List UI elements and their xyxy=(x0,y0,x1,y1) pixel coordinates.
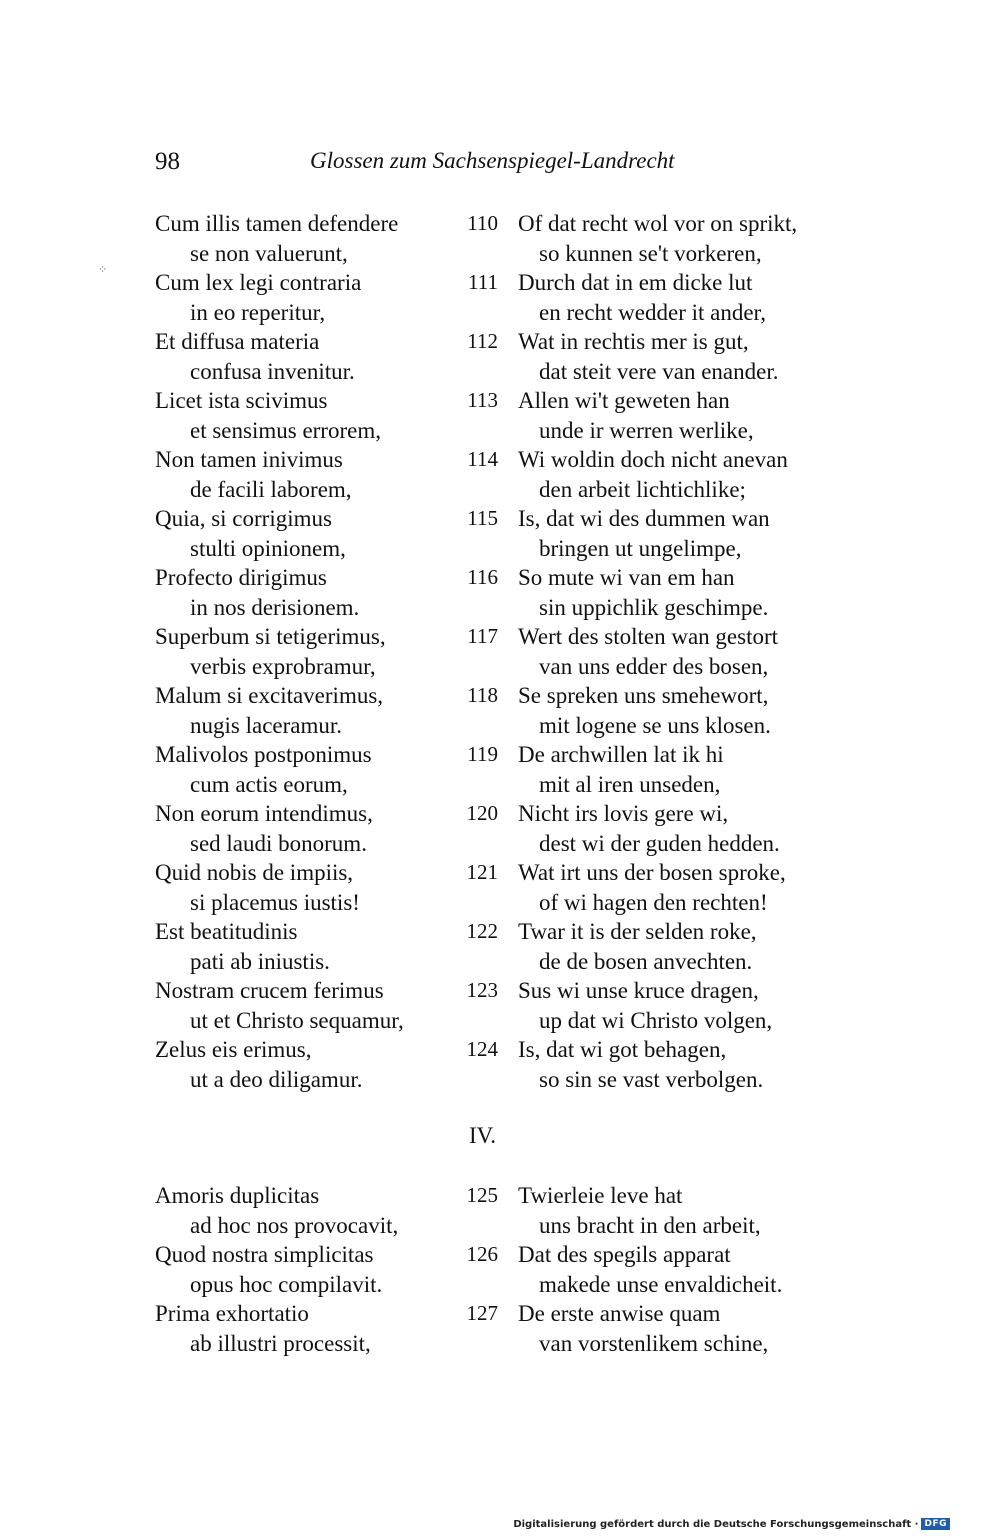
verse-pair xyxy=(0,386,1000,445)
latin-line-1: Amoris duplicitas xyxy=(155,1183,320,1208)
verse-pair xyxy=(0,799,1000,858)
verse-block-part1 xyxy=(0,209,1000,1094)
verse-number: 112 xyxy=(467,329,498,353)
german-line-2: dest wi der guden hedden. xyxy=(539,830,780,856)
german-line-1: Is, dat wi des dummen wan xyxy=(518,506,770,531)
german-line-1: Se spreken uns smehewort, xyxy=(518,683,769,708)
latin-line-1: Cum lex legi contraria xyxy=(155,270,362,295)
verse-number: 122 xyxy=(466,919,498,943)
verse-pair xyxy=(0,622,1000,681)
german-line-2: so sin se vast verbolgen. xyxy=(539,1066,764,1092)
verse-pair xyxy=(0,1299,1000,1358)
latin-line-1: Est beatitudinis xyxy=(155,919,298,944)
german-line-1: Wert des stolten wan gestort xyxy=(518,624,779,649)
german-line-2: bringen ut ungelimpe, xyxy=(539,535,742,561)
verse-pair xyxy=(0,504,1000,563)
latin-line-1: Malivolos postponimus xyxy=(155,742,372,767)
german-line-2: sin uppichlik geschimpe. xyxy=(539,594,769,620)
latin-line-1: Quid nobis de impiis, xyxy=(155,860,354,885)
latin-line-1: Non eorum intendimus, xyxy=(155,801,373,826)
verse-pair xyxy=(0,327,1000,386)
latin-line-1: Quia, si corrigimus xyxy=(155,506,332,531)
verse-pair xyxy=(0,209,1000,268)
latin-line-1: Licet ista scivimus xyxy=(155,388,328,413)
latin-line-2: cum actis eorum, xyxy=(190,771,348,797)
latin-line-1: Cum illis tamen defendere xyxy=(155,211,399,236)
verse-number: 110 xyxy=(467,211,498,235)
german-line-2: up dat wi Christo volgen, xyxy=(539,1007,773,1033)
latin-line-1: Non tamen inivimus xyxy=(155,447,343,472)
german-line-2: mit logene se uns klosen. xyxy=(539,712,771,738)
latin-line-2: ut a deo diligamur. xyxy=(190,1066,363,1092)
latin-line-2: si placemus iustis! xyxy=(190,889,360,915)
german-line-2: de de bosen anvechten. xyxy=(539,948,753,974)
verse-number: 127 xyxy=(466,1301,498,1325)
verse-pair xyxy=(0,563,1000,622)
latin-line-2: ab illustri processit, xyxy=(190,1330,371,1356)
latin-line-2: stulti opinionem, xyxy=(190,535,346,561)
footer-text: Digitalisierung gefördert durch die Deutsche Forschungsgemeinschaft · xyxy=(513,1518,919,1530)
german-line-2: of wi hagen den rechten! xyxy=(539,889,768,915)
margin-mark: ⁘ xyxy=(98,264,108,276)
latin-line-1: Superbum si tetigerimus, xyxy=(155,624,386,649)
german-line-2: so kunnen se't vorkeren, xyxy=(539,240,762,266)
german-line-1: Is, dat wi got behagen, xyxy=(518,1037,727,1062)
latin-line-2: ut et Christo sequamur, xyxy=(190,1007,404,1033)
german-line-1: De archwillen lat ik hi xyxy=(518,742,724,767)
verse-pair xyxy=(0,445,1000,504)
verse-pair xyxy=(0,1035,1000,1094)
verse-pair xyxy=(0,268,1000,327)
verse-block-part2 xyxy=(0,1181,1000,1358)
latin-line-1: Et diffusa materia xyxy=(155,329,320,354)
latin-line-2: pati ab iniustis. xyxy=(190,948,330,974)
verse-pair xyxy=(0,976,1000,1035)
latin-line-2: de facili laborem, xyxy=(190,476,352,502)
latin-line-1: Malum si excitaverimus, xyxy=(155,683,384,708)
verse-number: 123 xyxy=(466,978,498,1002)
latin-line-2: ad hoc nos provocavit, xyxy=(190,1212,399,1238)
verse-number: 111 xyxy=(468,270,498,294)
german-line-1: Twar it is der selden roke, xyxy=(518,919,757,944)
latin-line-1: Nostram crucem ferimus xyxy=(155,978,384,1003)
verse-number: 115 xyxy=(467,506,498,530)
latin-line-2: opus hoc compilavit. xyxy=(190,1271,383,1297)
latin-line-1: Quod nostra simplicitas xyxy=(155,1242,374,1267)
german-line-1: De erste anwise quam xyxy=(518,1301,721,1326)
latin-line-1: Zelus eis erimus, xyxy=(155,1037,312,1062)
latin-line-2: se non valuerunt, xyxy=(190,240,348,266)
footer-attribution xyxy=(513,1518,950,1530)
verse-number: 118 xyxy=(467,683,498,707)
german-line-1: Nicht irs lovis gere wi, xyxy=(518,801,729,826)
german-line-2: uns bracht in den arbeit, xyxy=(539,1212,761,1238)
latin-line-1: Prima exhortatio xyxy=(155,1301,309,1326)
latin-line-2: verbis exprobramur, xyxy=(190,653,376,679)
verse-pair xyxy=(0,917,1000,976)
latin-line-2: in nos derisionem. xyxy=(190,594,360,620)
verse-pair xyxy=(0,858,1000,917)
german-line-2: den arbeit lichtichlike; xyxy=(539,476,746,502)
latin-line-1: Profecto dirigimus xyxy=(155,565,327,590)
verse-number: 114 xyxy=(467,447,498,471)
latin-line-2: nugis laceramur. xyxy=(190,712,343,738)
verse-pair xyxy=(0,681,1000,740)
verse-number: 119 xyxy=(467,742,498,766)
german-line-2: unde ir werren werlike, xyxy=(539,417,754,443)
verse-number: 120 xyxy=(466,801,498,825)
latin-line-2: et sensimus errorem, xyxy=(190,417,381,443)
german-line-1: Allen wi't geweten han xyxy=(518,388,730,413)
german-line-2: en recht wedder it ander, xyxy=(539,299,767,325)
german-line-1: Twierleie leve hat xyxy=(518,1183,683,1208)
verse-pair xyxy=(0,740,1000,799)
german-line-1: Wi woldin doch nicht anevan xyxy=(518,447,788,472)
german-line-1: Durch dat in em dicke lut xyxy=(518,270,753,295)
section-heading: IV. xyxy=(469,1123,497,1148)
page-number: 98 xyxy=(155,148,180,175)
verse-pair xyxy=(0,1240,1000,1299)
running-title: Glossen zum Sachsenspiegel-Landrecht xyxy=(310,148,675,173)
german-line-1: So mute wi van em han xyxy=(518,565,735,590)
german-line-1: Sus wi unse kruce dragen, xyxy=(518,978,759,1003)
verse-number: 113 xyxy=(467,388,498,412)
latin-line-2: confusa invenitur. xyxy=(190,358,355,384)
verse-pair xyxy=(0,1181,1000,1240)
german-line-1: Wat in rechtis mer is gut, xyxy=(518,329,749,354)
latin-line-2: sed laudi bonorum. xyxy=(190,830,367,856)
dfg-logo: DFG xyxy=(921,1518,950,1530)
verse-number: 126 xyxy=(466,1242,498,1266)
german-line-2: van uns edder des bosen, xyxy=(539,653,769,679)
german-line-2: makede unse envaldicheit. xyxy=(539,1271,783,1297)
verse-number: 116 xyxy=(467,565,498,589)
verse-number: 124 xyxy=(466,1037,498,1061)
verse-number: 117 xyxy=(467,624,498,648)
german-line-2: dat steit vere van enander. xyxy=(539,358,779,384)
latin-line-2: in eo reperitur, xyxy=(190,299,326,325)
german-line-2: mit al iren unseden, xyxy=(539,771,721,797)
german-line-1: Of dat recht wol vor on sprikt, xyxy=(518,211,798,236)
german-line-1: Wat irt uns der bosen sproke, xyxy=(518,860,786,885)
verse-number: 121 xyxy=(466,860,498,884)
german-line-2: van vorstenlikem schine, xyxy=(539,1330,769,1356)
german-line-1: Dat des spegils apparat xyxy=(518,1242,731,1267)
verse-number: 125 xyxy=(466,1183,498,1207)
